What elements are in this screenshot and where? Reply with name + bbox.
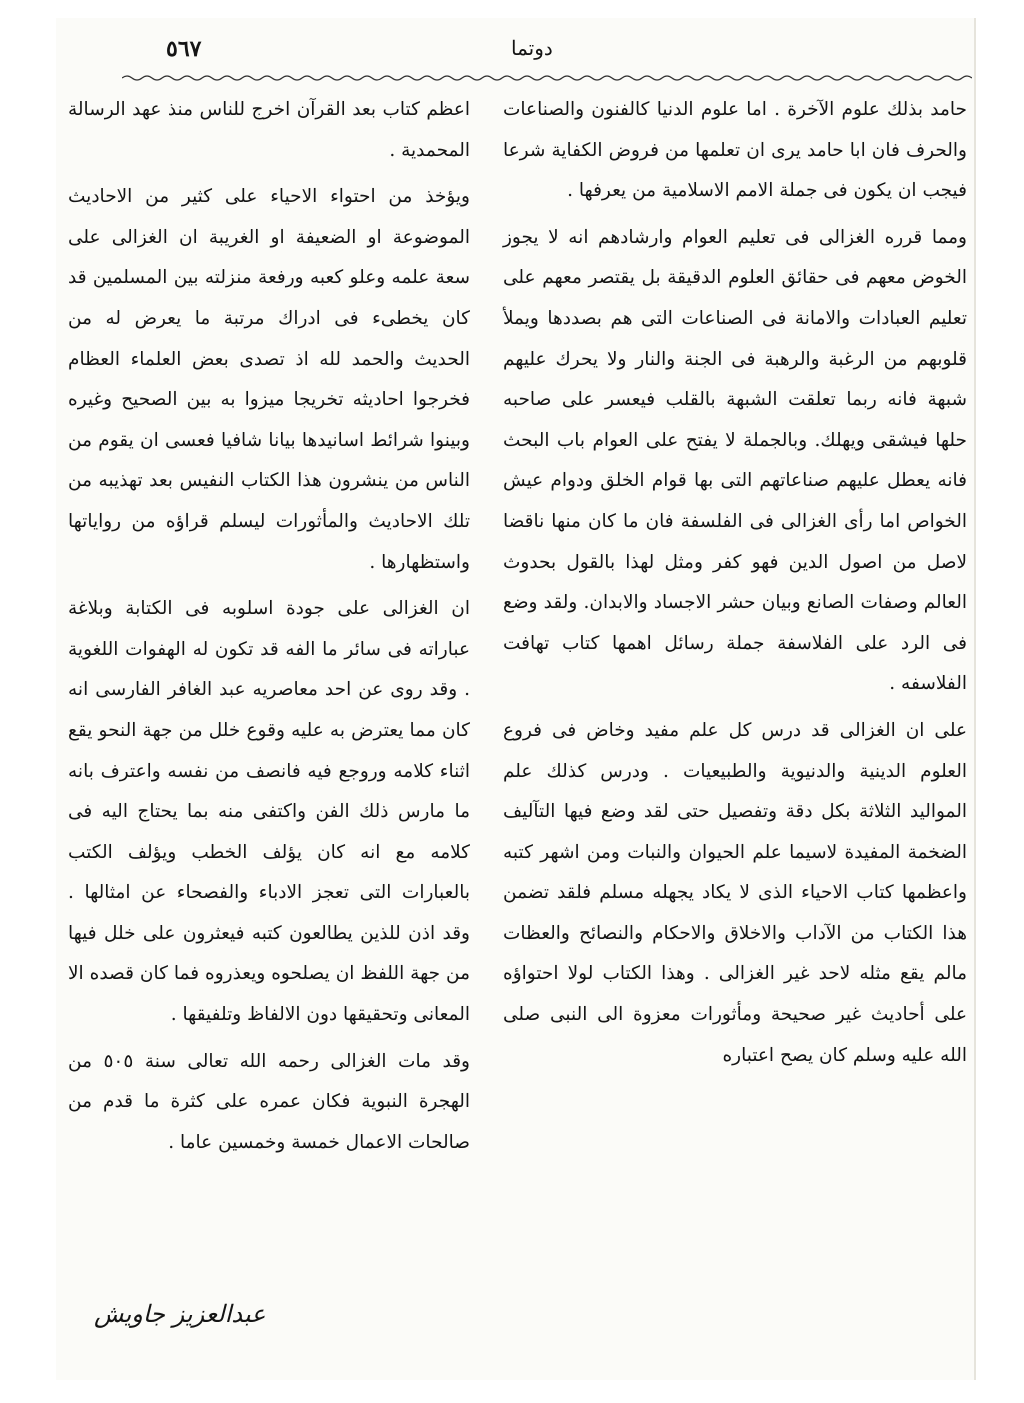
paragraph: ومما قرره الغزالى فى تعليم العوام وارشادهم انه لا يجوز الخوض معهم فى حقائق العلوم الدقيقة بل يقتصر معهم على تعليم العبادات والامانة فى الصناعات التى هم بصددها ويملأ قلوبهم من الرغبة والرهبة فى الجنة والنار ولا يحرك عليهم شبهة فانه ربما تعلقت الشبهة بالقلب فيعسر على صاحبه حلها فيشقى ويهلك. وبالجملة لا يفتح على العوام باب البحث فانه يعطل عليهم صناعاتهم التى بها قوام الخلق ودوام عيش الخواص اما رأى الغزالى فى الفلسفة فان ما كان منها ناقضا لاصل من اصول الدين فهو كفر ومثل لهذا بالقول بحدوث العالم وصفات الصانع وبيان حشر الاجساد والابدان. ولقد وضع فى الرد على الفلاسفة جملة رسائل اهمها كتاب تهافت الفلاسفه . [503, 226, 967, 695]
paragraph: وقد مات الغزالى رحمه الله تعالى سنة ٥٠٥ من الهجرة النبوية فكان عمره على كثرة ما قدم من صالحات الاعمال خمسة وخمسين عاما . [68, 1050, 470, 1153]
paragraph: حامد بذلك علوم الآخرة . اما علوم الدنيا كالفنون والصناعات والحرف فان ابا حامد يرى ان تعلمها من فروض الكفاية شرعا فيجب ان يكون فى جملة الامم الاسلامية من يعرفها . [503, 99, 967, 202]
paragraph: على ان الغزالى قد درس كل علم مفيد وخاض فى فروع العلوم الدينية والدنيوية والطبيعيات . ودرس كذلك علم المواليد الثلاثة بكل دقة وتفصيل حتى لقد وضع فيها التآليف الضخمة المفيدة لاسيما علم الحيوان والنبات ومن اشهر كتبه واعظمها كتاب الاحياء الذى لا يكاد يجهله مسلم فلقد تضمن هذا الكتاب من الآداب والاخلاق والاحكام والنصائح والعظات مالم يقع مثله لاحد غير الغزالى . وهذا الكتاب لولا احتواؤه على أحاديث غير صحيحة ومأثورات معزوة الى النبى صلى الله عليه وسلم كان يصح اعتباره [503, 719, 967, 1066]
paragraph: ان الغزالى على جودة اسلوبه فى الكتابة وبلاغة عباراته فى سائر ما الفه قد تكون له الهفوات اللغوية . وقد روى عن احد معاصريه عبد الغافر الفارسى انه كان مما يعترض به عليه وقوع خلل من جهة النحو يقع اثناء كلامه وروجع فيه فانصف من نفسه واعترف بانه ما مارس ذلك الفن واكتفى منه بما يحتاج اليه فى كلامه مع انه كان يؤلف الخطب ويؤلف الكتب بالعبارات التى تعجز الادباء والفصحاء عن امثالها . وقد اذن للذين يطالعون كتبه فيعثرون على خلل فيها من جهة اللفظ ان يصلحوه ويعذروه فما كان قصده الا المعانى وتحقيقها دون الالفاظ وتلفيقها . [68, 598, 470, 1026]
page-header [116, 32, 954, 72]
running-head: دوتما [511, 36, 553, 60]
left-text-column [68, 90, 470, 1163]
book-page [56, 18, 976, 1380]
paragraph: اعظم كتاب بعد القرآن اخرج للناس منذ عهد الرسالة المحمدية . [68, 99, 470, 161]
author-signature: عبدالعزيز جاويش [94, 1300, 266, 1328]
right-text-column [503, 90, 967, 1076]
page-number: ٥٦٧ [166, 36, 202, 62]
paragraph: ويؤخذ من احتواء الاحياء على كثير من الاحاديث الموضوعة او الضعيفة او الغريبة ان الغزالى على سعة علمه وعلو كعبه ورفعة منزلته بين المسلمين قد كان يخطىء فى ادراك مرتبة ما يعرض له من الحديث والحمد لله اذ تصدى بعض العلماء العظام فخرجوا احاديثه تخريجا ميزوا به بين الصحيح وغيره وبينوا شرائط اسانيدها بيانا شافيا فعسى ان يقوم من الناس من ينشرون هذا الكتاب النفيس بعد تهذيبه من تلك الاحاديث والمأثورات ليسلم قراؤه من رواياتها واستظهارها . [68, 186, 470, 573]
wavy-divider-rule [122, 74, 972, 82]
